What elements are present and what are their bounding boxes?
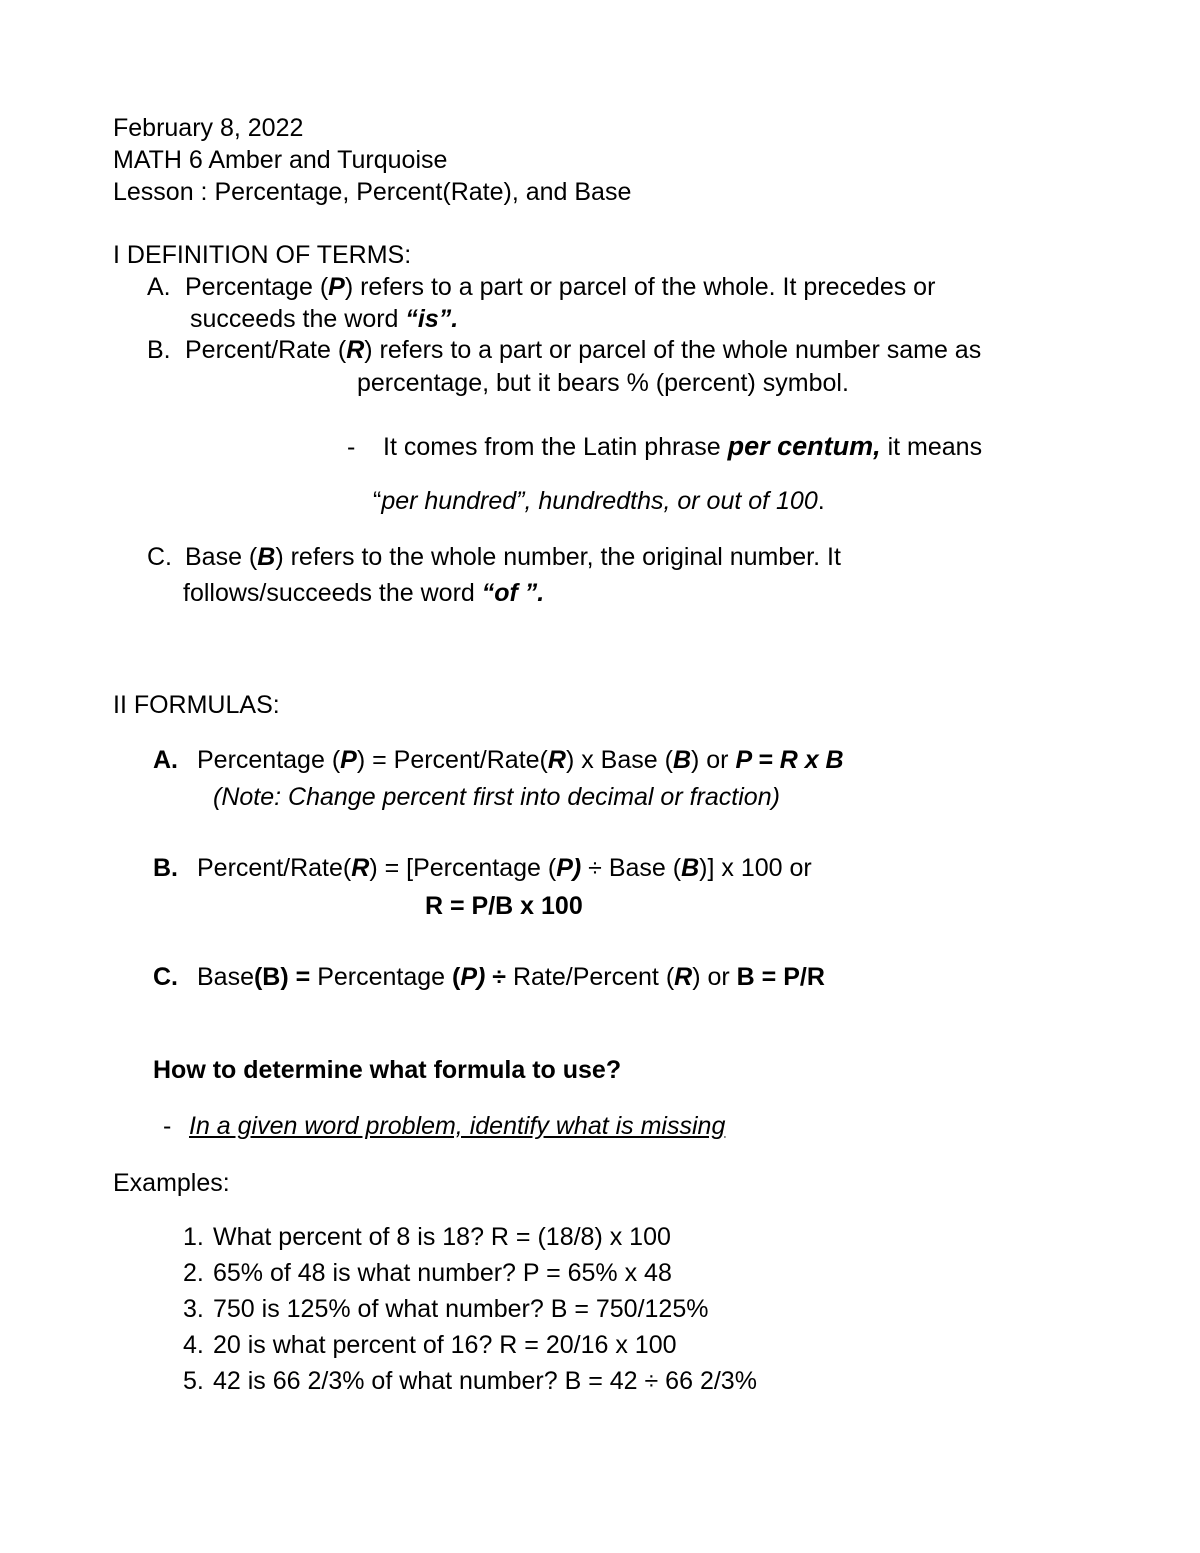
- formula-a-part: ) or: [691, 746, 736, 774]
- how-to-question: How to determine what formula to use?: [153, 1056, 622, 1084]
- definition-b-meaning: [373, 486, 825, 516]
- formula-a-part: ) x Base (: [565, 746, 673, 774]
- list-item-text: 65% of 48 is what number? P = 65% x 48: [213, 1259, 672, 1287]
- list-item: [183, 1222, 671, 1252]
- lesson-title: Lesson : Percentage, Percent(Rate), and Base: [113, 178, 632, 206]
- definition-b-label: B.: [147, 336, 171, 364]
- list-item-text: What percent of 8 is 18? R = (18/8) x 100: [213, 1223, 671, 1251]
- formula-b: [153, 853, 812, 883]
- formula-a: [153, 745, 844, 775]
- definition-c-term: Base (: [185, 543, 258, 571]
- list-item-number: 3.: [183, 1295, 204, 1323]
- how-to-answer: [163, 1111, 725, 1141]
- formula-b-part: ) = [Percentage (: [369, 854, 557, 882]
- meaning-end: .: [817, 487, 825, 515]
- formula-a-b: B: [672, 746, 691, 774]
- latin-post: it means: [880, 433, 983, 461]
- formula-c-part: ÷: [485, 963, 513, 991]
- formula-a-short: P = R x B: [735, 746, 844, 774]
- formula-b-p: P): [556, 854, 582, 882]
- list-item: [183, 1294, 708, 1324]
- definition-c-line2: [183, 578, 544, 608]
- formula-c-label: C.: [153, 963, 178, 991]
- definition-c-keyword: “of ”.: [481, 579, 545, 607]
- formula-a-p: P: [340, 746, 357, 774]
- formula-c-short: B = P/R: [736, 963, 825, 991]
- formula-a-part: Percentage (: [197, 746, 341, 774]
- formula-b-part: Percent/Rate(: [197, 854, 352, 882]
- formula-c-part: (: [452, 963, 461, 991]
- definition-c-label: C.: [147, 543, 172, 571]
- formula-c-part: Percentage: [317, 963, 453, 991]
- list-item-number: 5.: [183, 1367, 204, 1395]
- course-title: MATH 6 Amber and Turquoise: [113, 146, 448, 174]
- definition-b-symbol: R: [346, 336, 365, 364]
- list-item-text: 42 is 66 2/3% of what number? B = 42 ÷ 66 2/3%: [213, 1367, 757, 1395]
- definitions-heading: I DEFINITION OF TERMS:: [113, 241, 412, 269]
- formula-c-p: P): [460, 963, 486, 991]
- list-item: [183, 1366, 757, 1396]
- list-item-text: 20 is what percent of 16? R = 20/16 x 100: [213, 1331, 677, 1359]
- formulas-heading: II FORMULAS:: [113, 691, 280, 719]
- formula-c-part: ) or: [692, 963, 737, 991]
- formula-c-r: R: [674, 963, 693, 991]
- list-item-number: 2.: [183, 1259, 204, 1287]
- formula-c-part: (B) =: [253, 963, 318, 991]
- definition-a-symbol: P: [328, 273, 345, 301]
- definition-b-line2: percentage, but it bears % (percent) symbol.: [357, 369, 849, 397]
- meaning-open-quote: “: [373, 487, 382, 515]
- formula-c-part: Rate/Percent (: [512, 963, 675, 991]
- definition-b-latin: [347, 430, 982, 462]
- list-item: [183, 1330, 677, 1360]
- definition-c-symbol: B: [257, 543, 276, 571]
- date: February 8, 2022: [113, 114, 304, 142]
- formula-a-note: (Note: Change percent first into decimal or fraction): [213, 783, 780, 811]
- definition-a-keyword: “is”.: [405, 305, 459, 333]
- formula-a-part: ) = Percent/Rate(: [356, 746, 548, 774]
- examples-heading: Examples:: [113, 1169, 230, 1197]
- definition-a-label: A.: [147, 273, 171, 301]
- definition-b-line1: [147, 335, 981, 365]
- definition-a-text2: succeeds the word: [190, 305, 406, 333]
- formula-a-r: R: [547, 746, 566, 774]
- definition-b-term: Percent/Rate (: [185, 336, 347, 364]
- list-item-number: 1.: [183, 1223, 204, 1251]
- definition-a-line1: [147, 272, 935, 302]
- list-item: [183, 1258, 672, 1288]
- how-to-answer-text: In a given word problem, identify what is missing: [189, 1112, 726, 1140]
- formula-b-part: ÷ Base (: [581, 854, 682, 882]
- definition-c-line1: [147, 542, 841, 572]
- latin-pre: It comes from the Latin phrase: [383, 433, 728, 461]
- definition-a-line2: [190, 304, 458, 334]
- formula-b-label: B.: [153, 854, 178, 882]
- meaning-text: per hundred”, hundredths, or out of 100: [381, 487, 818, 515]
- latin-phrase: per centum,: [727, 431, 881, 461]
- definition-c-text: ) refers to the whole number, the original number. It: [275, 543, 841, 571]
- formula-b-part: )] x 100 or: [699, 854, 812, 882]
- list-item-text: 750 is 125% of what number? B = 750/125%: [213, 1295, 709, 1323]
- latin-dash: -: [347, 433, 356, 461]
- definition-a-term: Percentage (: [185, 273, 329, 301]
- formula-a-label: A.: [153, 746, 178, 774]
- formula-b-short: R = P/B x 100: [425, 892, 583, 920]
- formula-b-b: B: [681, 854, 700, 882]
- formula-c-part: Base: [197, 963, 254, 991]
- list-item-number: 4.: [183, 1331, 204, 1359]
- definition-b-text: ) refers to a part or parcel of the whole number same as: [364, 336, 982, 364]
- definition-a-text: ) refers to a part or parcel of the whole. It precedes or: [344, 273, 936, 301]
- definition-c-text2: follows/succeeds the word: [183, 579, 482, 607]
- formula-c: [153, 962, 825, 992]
- formula-b-r: R: [351, 854, 370, 882]
- how-to-dash: -: [163, 1112, 172, 1140]
